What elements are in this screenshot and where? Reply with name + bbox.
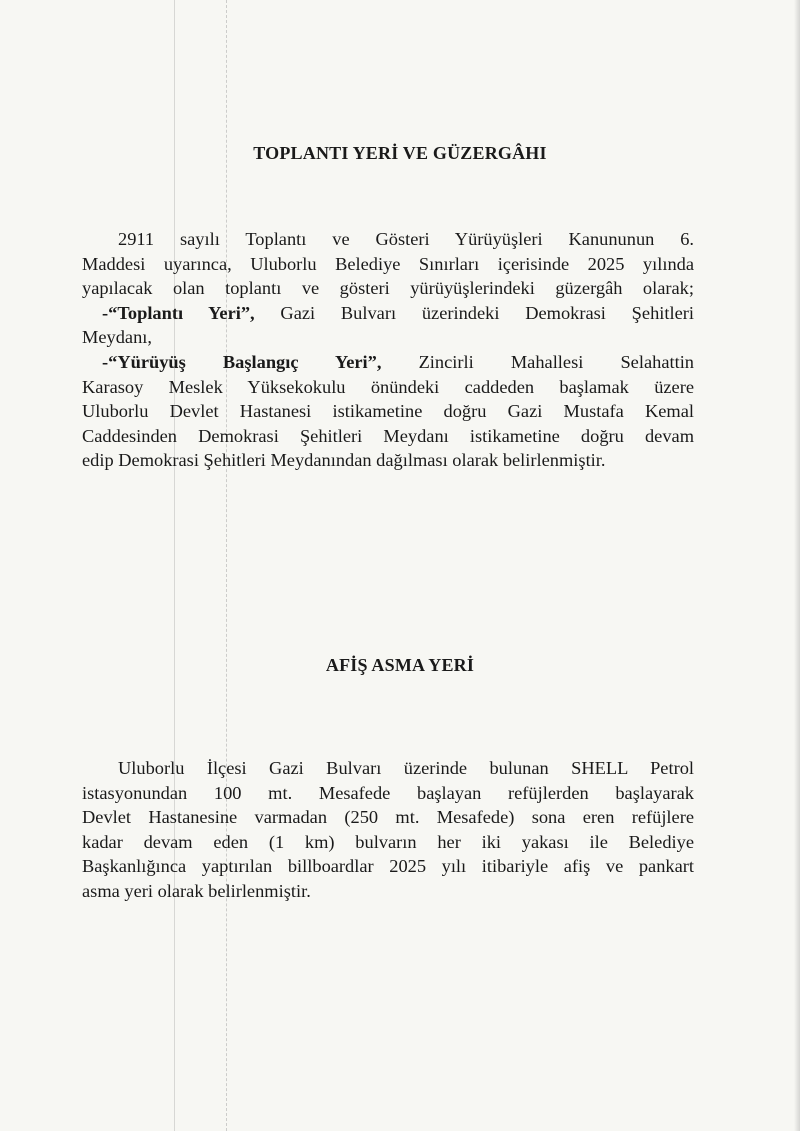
paragraph-line: kadar devam eden (1 km) bulvarın her iki yakası ile Belediye xyxy=(82,831,694,852)
item-label: -“Yürüyüş Başlangıç Yeri”, xyxy=(102,351,382,372)
section-heading-afis: AFİŞ ASMA YERİ xyxy=(325,655,475,675)
list-item-toplanti-yeri xyxy=(82,301,694,326)
paragraph-line: Başkanlığınca yaptırılan billboardlar 2025 yılı itibariyle afiş ve pankart xyxy=(82,856,694,877)
item-text: Gazi Bulvarı üzerindeki Demokrasi Şehitleri xyxy=(280,302,694,323)
paragraph-line: Caddesinden Demokrasi Şehitleri Meydanı istikametine doğru devam xyxy=(82,425,694,446)
paragraph-line: Maddesi uyarınca, Uluborlu Belediye Sınırları içerisinde 2025 yılında xyxy=(82,253,694,274)
scan-artifact-line xyxy=(226,0,227,1131)
paragraph-line: Karasoy Meslek Yüksekokulu önündeki caddeden başlamak üzere xyxy=(82,376,694,397)
scan-artifact-line xyxy=(174,0,175,1131)
list-item-yuruyus-baslangic xyxy=(82,350,694,375)
paragraph-line: Uluborlu Devlet Hastanesi istikametine doğru Gazi Mustafa Kemal xyxy=(82,401,694,422)
section-heading-toplanti: TOPLANTI YERİ VE GÜZERGÂHI xyxy=(253,143,547,163)
paragraph-line: Devlet Hastanesine varmadan (250 mt. Mesafede) sona eren refüjlere xyxy=(82,807,694,828)
paragraph-line: yapılacak olan toplantı ve gösteri yürüyüşlerindeki güzergâh olarak; xyxy=(82,278,694,299)
paragraph-line: Uluborlu İlçesi Gazi Bulvarı üzerinde bulunan SHELL Petrol xyxy=(118,758,694,778)
section-body-afis xyxy=(82,756,694,904)
paragraph-line: Meydanı, xyxy=(82,327,152,348)
paragraph-line: edip Demokrasi Şehitleri Meydanından dağılması olarak belirlenmiştir. xyxy=(82,450,606,471)
paragraph-line: asma yeri olarak belirlenmiştir. xyxy=(82,880,311,901)
section-body-toplanti xyxy=(82,227,694,473)
paragraph-line: 2911 sayılı Toplantı ve Gösteri Yürüyüşleri Kanununun 6. xyxy=(118,229,694,249)
item-text: Zincirli Mahallesi Selahattin xyxy=(418,351,695,372)
paragraph-line: istasyonundan 100 mt. Mesafede başlayan refüjlerden başlayarak xyxy=(82,782,694,803)
item-label: -“Toplantı Yeri”, xyxy=(102,302,255,323)
scan-edge-shadow xyxy=(794,0,800,1131)
